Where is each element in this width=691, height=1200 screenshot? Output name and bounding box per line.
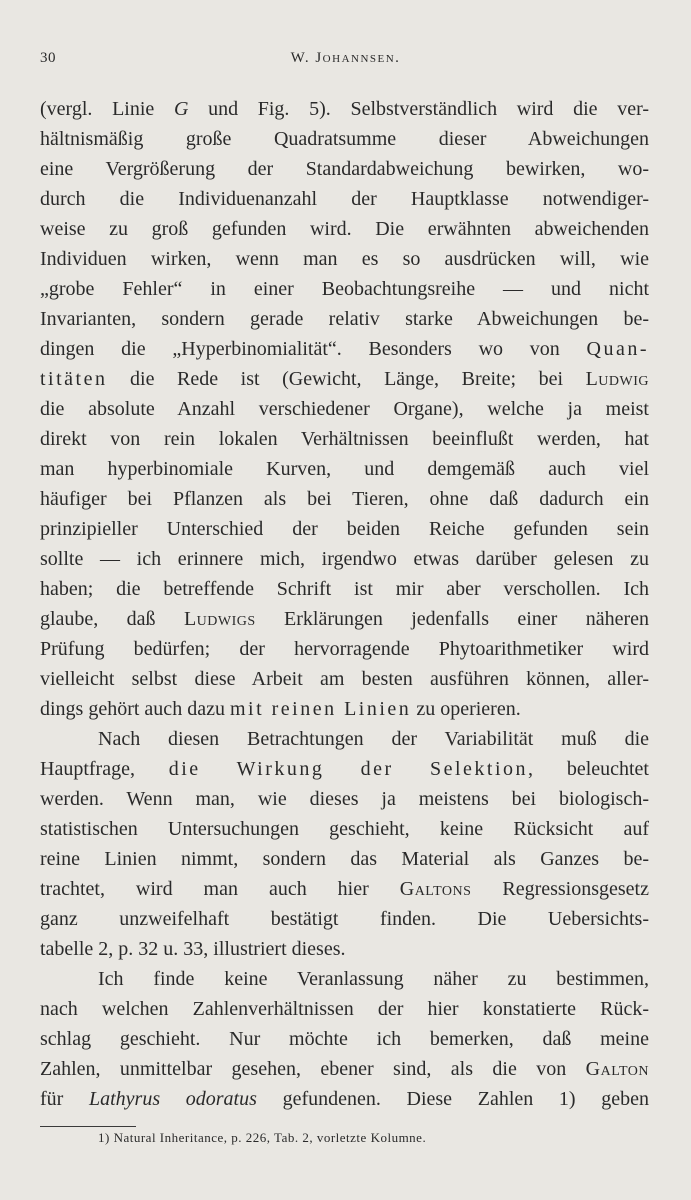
text-line: [40, 1054, 649, 1084]
text-segment: Ludwig: [585, 368, 649, 390]
text-segment: reine Linien nimmt, sondern das Material als Ganzes be-: [40, 848, 649, 870]
text-segment: hältnismäßig große Quadratsumme dieser Abweichungen: [40, 128, 649, 150]
text-segment: glaube, daß: [40, 608, 184, 630]
text-segment: Ludwigs: [183, 608, 256, 630]
text-line: [40, 454, 649, 484]
text-segment: Ich finde keine Veranlassung näher zu bestimmen,: [98, 968, 649, 990]
text-segment: für: [40, 1088, 89, 1110]
text-segment: Galtons: [399, 878, 472, 900]
text-line: [40, 844, 649, 874]
text-segment: Invarianten, sondern gerade relativ starke Abweichungen be-: [40, 308, 649, 330]
text-segment: , beleuchtet: [528, 758, 649, 780]
text-segment: vielleicht selbst diese Arbeit am besten ausführen können, aller-: [40, 668, 649, 690]
text-line: [40, 574, 649, 604]
text-line: [40, 934, 649, 964]
text-line: [40, 334, 649, 364]
text-segment: tabelle 2, p. 32 u. 33, illustriert dieses.: [40, 938, 346, 960]
text-line: [40, 274, 649, 304]
text-line: [40, 514, 649, 544]
text-line: [40, 964, 649, 994]
text-line: [40, 184, 649, 214]
text-segment: und Fig. 5). Selbstverständlich wird die ver-: [188, 98, 649, 120]
text-segment: prinzipieller Unterschied der beiden Reiche gefunden sein: [40, 518, 649, 540]
text-line: [40, 784, 649, 814]
text-line: [40, 754, 649, 784]
text-segment: man hyperbinomiale Kurven, und demgemäß auch viel: [40, 458, 649, 480]
text-segment: die absolute Anzahl verschiedener Organe), welche ja meist: [40, 398, 649, 420]
running-head: W. Johannsen.: [290, 50, 401, 66]
text-segment: (vergl. Linie: [40, 98, 174, 120]
text-line: [40, 394, 649, 424]
text-segment: direkt von rein lokalen Verhältnissen beeinflußt werden, hat: [40, 428, 649, 450]
text-line: [40, 424, 649, 454]
text-segment: trachtet, wird man auch hier: [40, 878, 400, 900]
text-line: [40, 874, 649, 904]
text-segment: Regressionsgesetz: [471, 878, 649, 900]
text-segment: weise zu groß gefunden wird. Die erwähnten abweichenden: [40, 218, 649, 240]
text-segment: die Rede ist (Gewicht, Länge, Breite; bei: [107, 368, 586, 390]
text-segment: Zahlen, unmittelbar gesehen, ebener sind, als die von: [40, 1058, 586, 1080]
text-segment: Individuen wirken, wenn man es so ausdrücken will, wie: [40, 248, 649, 270]
text-line: [40, 694, 649, 724]
text-line: [40, 634, 649, 664]
text-segment: Erklärungen jedenfalls einer näheren: [255, 608, 649, 630]
text-segment: werden. Wenn man, wie dieses ja meistens bei biologisch-: [40, 788, 649, 810]
text-segment: Lathyrus odoratus: [88, 1088, 257, 1110]
text-segment: dingen die „Hyperbinomialität“. Besonders wo von: [40, 338, 587, 360]
text-segment: gefundenen. Diese Zahlen 1) geben: [256, 1088, 649, 1110]
text-segment: Prüfung bedürfen; der hervorragende Phytoarithmetiker wird: [40, 638, 649, 660]
text-segment: mit reinen Linien: [229, 698, 412, 720]
text-line: [40, 994, 649, 1024]
text-line: [40, 484, 649, 514]
text-line: [40, 814, 649, 844]
text-line: [40, 364, 649, 394]
text-segment: die Wirkung der Selektion: [168, 758, 529, 780]
text-line: [40, 544, 649, 574]
text-segment: G: [173, 98, 189, 120]
text-line: [40, 1084, 649, 1114]
text-segment: Galton: [585, 1058, 649, 1080]
text-segment: häufiger bei Pflanzen als bei Tieren, ohne daß dadurch ein: [40, 488, 649, 510]
footnote-rule: [40, 1126, 136, 1127]
text-segment: Quan-: [586, 338, 649, 360]
text-line: [40, 94, 649, 124]
text-line: [40, 304, 649, 334]
text-line: [40, 124, 649, 154]
text-segment: ganz unzweifelhaft bestätigt finden. Die Uebersichts-: [40, 908, 649, 930]
page-header: [40, 50, 651, 74]
text-segment: Hauptfrage,: [40, 758, 169, 780]
text-segment: zu operieren.: [411, 698, 521, 720]
text-segment: dings gehört auch dazu: [40, 698, 230, 720]
body-text: [40, 94, 649, 1114]
text-line: [40, 214, 649, 244]
text-segment: eine Vergrößerung der Standardabweichung bewirken, wo-: [40, 158, 649, 180]
text-segment: schlag geschieht. Nur möchte ich bemerken, daß meine: [40, 1028, 649, 1050]
text-line: [40, 244, 649, 274]
text-segment: nach welchen Zahlenverhältnissen der hier konstatierte Rück-: [40, 998, 649, 1020]
text-segment: „grobe Fehler“ in einer Beobachtungsreihe — und nicht: [40, 278, 649, 300]
text-line: [40, 724, 649, 754]
text-line: [40, 664, 649, 694]
text-line: [40, 904, 649, 934]
text-segment: durch die Individuenanzahl der Hauptklasse notwendiger-: [40, 188, 649, 210]
text-line: [40, 154, 649, 184]
text-segment: statistischen Untersuchungen geschieht, keine Rücksicht auf: [40, 818, 649, 840]
text-segment: haben; die betreffende Schrift ist mir aber verschollen. Ich: [40, 578, 649, 600]
text-segment: sollte — ich erinnere mich, irgendwo etwas darüber gelesen zu: [40, 548, 649, 570]
text-segment: Nach diesen Betrachtungen der Variabilität muß die: [98, 728, 649, 750]
text-segment: titäten: [40, 368, 108, 390]
page-number: 30: [40, 50, 56, 66]
text-line: [40, 604, 649, 634]
text-line: [40, 1024, 649, 1054]
footnote: 1) Natural Inheritance, p. 226, Tab. 2, vorletzte Kolumne.: [98, 1130, 427, 1145]
